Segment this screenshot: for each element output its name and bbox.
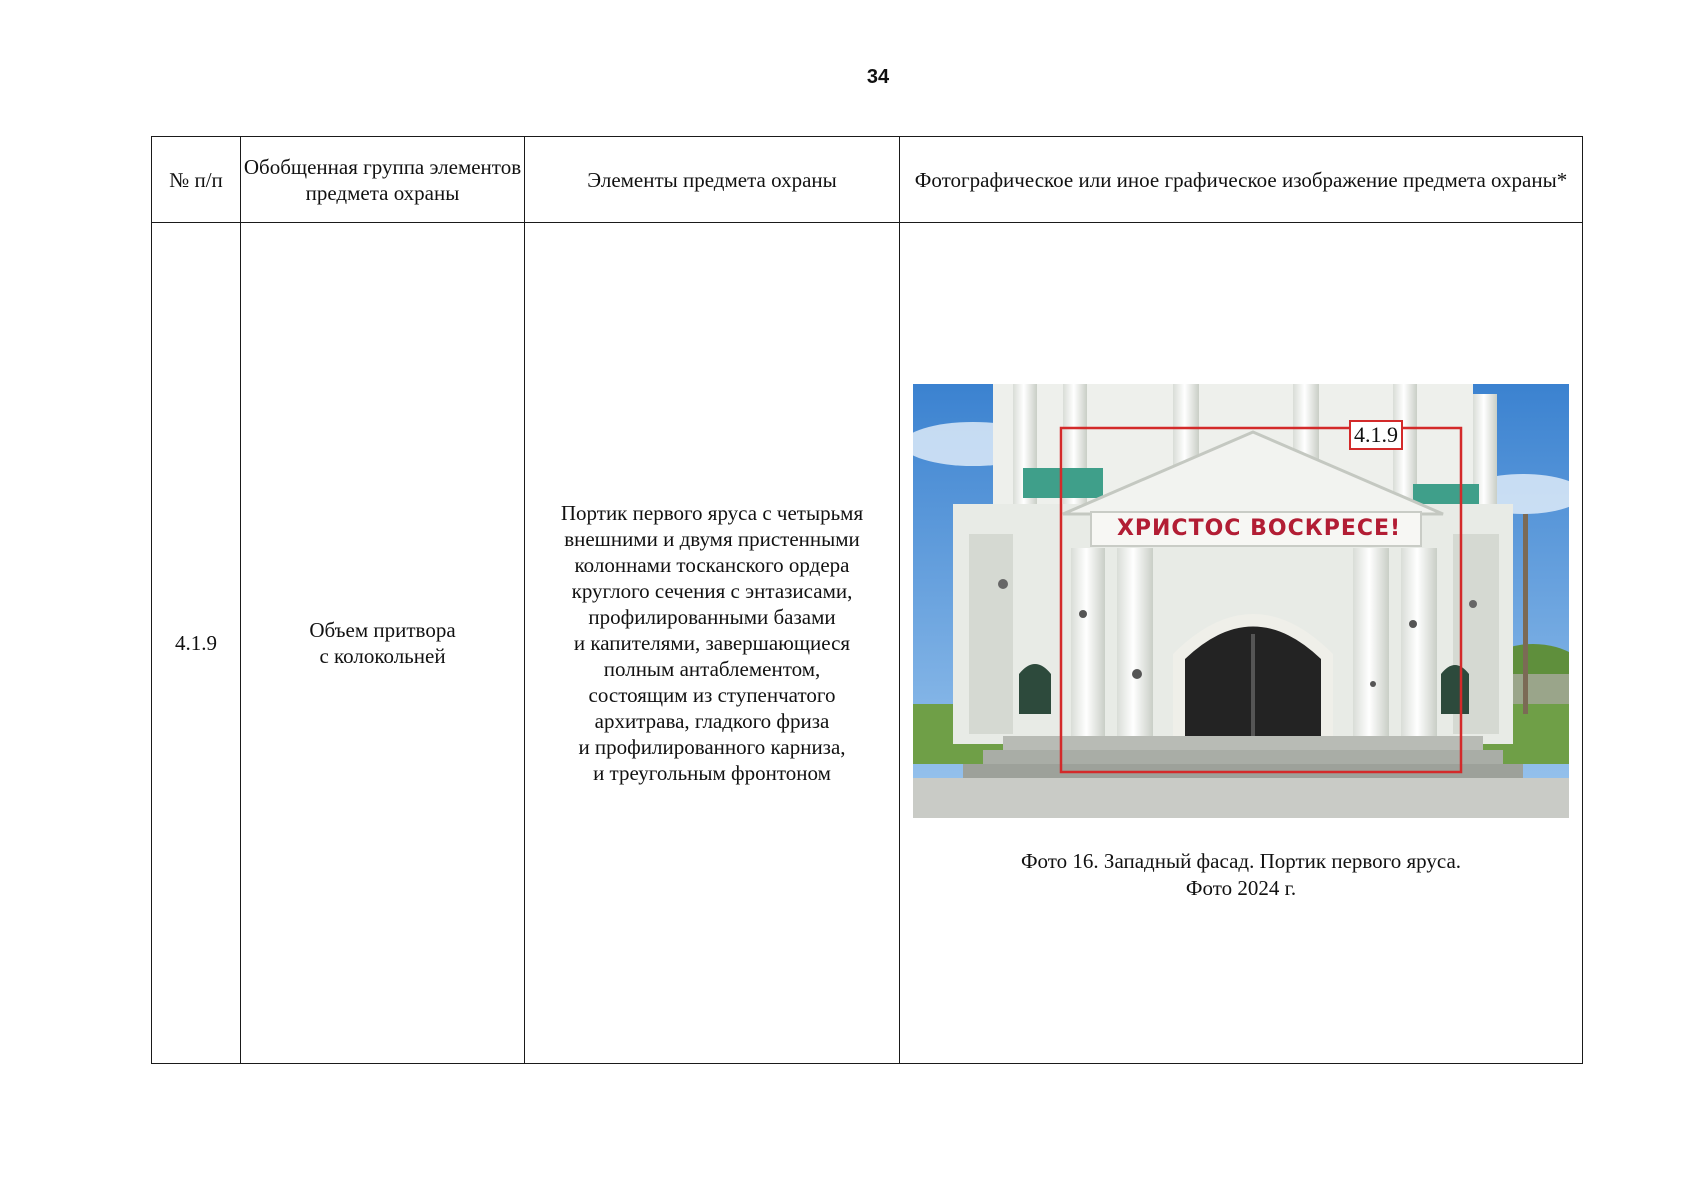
header-number: № п/п [152,137,241,223]
elements-line: архитрава, гладкого фриза [594,709,830,733]
row-image [900,223,1583,1064]
elements-line: и треугольным фронтоном [593,761,831,785]
photo-caption [900,848,1582,902]
church-portico-image [913,384,1569,818]
header-image: Фотографическое или иное графическое изображение предмета охраны* [900,137,1583,223]
elements-line: состоящим из ступенчатого [588,683,836,707]
elements-line: Портик первого яруса с четырьмя [560,501,864,525]
table-row [152,223,1583,1064]
banner-text: ХРИСТОС ВОСКРЕСЕ! [1116,516,1402,541]
elements-line: профилированными базами [588,605,836,629]
elements-line: колоннами тосканского ордера [574,553,850,577]
page-number: 34 [866,66,890,88]
elements-line: внешними и двумя пристенными [564,527,860,551]
row-group [241,223,525,1064]
caption-line: Фото 2024 г. [1185,876,1297,900]
elements-line: и капителями, завершающиеся [573,631,851,655]
facade-photo [913,384,1569,818]
row-elements [525,223,900,1064]
group-line: Объем притвора [309,618,456,642]
elements-line: и профилированного карниза, [578,735,846,759]
row-number: 4.1.9 [152,223,241,1064]
elements-line: круглого сечения с энтазисами, [571,579,853,603]
caption-line: Фото 16. Западный фасад. Портик первого яруса. [1020,849,1462,873]
header-group: Обобщенная группа элементов предмета охраны [241,137,525,223]
header-elements: Элементы предмета охраны [525,137,900,223]
protection-table [151,136,1583,1064]
elements-line: полным антаблементом, [603,657,821,681]
photo-label: 4.1.9 [1349,420,1403,450]
group-line: с колокольней [319,644,446,668]
table-header-row [152,137,1583,223]
